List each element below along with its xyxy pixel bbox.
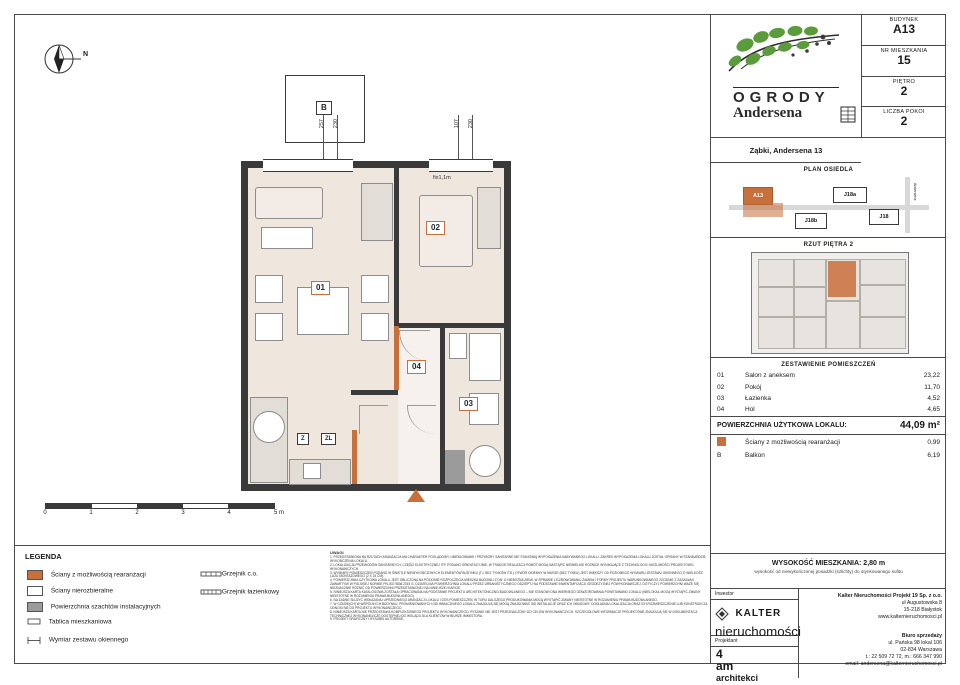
extra-name-0: Ściany z możliwością rearanżacji: [745, 438, 841, 446]
site-building-a13-shape: [743, 203, 783, 217]
title-block: [711, 589, 946, 683]
legend-item-1: [27, 586, 113, 596]
brand-block: [711, 15, 861, 138]
extra-area-1: 6,19: [927, 452, 940, 460]
room-no-1: 02: [717, 383, 725, 391]
info-panel: [710, 15, 945, 683]
note-line-3: 4. POWIERZCHNIA UŻYTKOWA LOKALU JEST OBLICZONA NA POZIOMIE ROZPOCZĘCIA MIESZKA BUDOWLI Z DN. O NIEBOŻNA ZIEMI. W SPRAWIE LICZBOWOWANIU ZAMKNI I FORMY PROJEKTU WARUNKOWANEGO ZGODNIE Z ZASADAMI ZAWARTYMI W POLSKIEJ NORMIE PN-ISO 9836:2015 G. DZIATELNIA POWIERZCHNIA LOKALU PRZEZ URBANISTYCZNEGO ODZIEPTJ NA PODSTAWIE INWENTARYZACJI GEODEZYJNEJ POWYKONAWCZEJ, DOTYCZYJ POWIERZCHNI WAŻE SIĘ NIEZNACZNIE RÓŻNIĆ OD POWIERZCHNI PRZEDSTAWIONEJ NA NINIEJSZEJ KARCIE.: [330, 578, 699, 591]
kalter-logo: [711, 600, 801, 639]
table-row: [711, 450, 946, 461]
note-line-0: 1. PRZEDSTAWIONA NA RZUTACH ARANŻACJA MA CHARAKTER POGLĄDOWY, UMEBLOWANIE I PRZYBORY SANITARNE NIE STANOWIĄ WYPOSAŻENIA NABYWANEGO LOKALU. ZAKRES WYPOSAŻENIA LOKALU ZOSTAŁ OPISANY W STANDARDZIE WYKOŃCZENIA LOKALU.: [330, 554, 706, 563]
note-line-1: 2. LOKALIZACJA PRZEWODÓW SANITARNYCH, CZĘŚCI ELEKTRYCZNEJ ITP. PODANO ORIENTACYJNIE, W TRAKCIE REALIZACJI ROBÓT MOGĄ NASTĄPIĆ NIEWIELKIE RÓŻNICE WYNIKAJĄCE Z TECHNOLOGII I MOŻLIWOŚCI PROJEKTOWO-WYKONAWCZYCH.: [330, 562, 695, 571]
rearrangeable-wall-2: [352, 430, 357, 484]
room-area-0: 23,22: [923, 372, 940, 380]
dim-label-230a: 230: [333, 119, 339, 129]
note-line-7: 8. NINIEJSZA KARTA NIE PRZEDSTAWIA KOMPLEKSOWEGO PROJEKTU WYKONAWCZEGO. RYSUNKI NIE JEST PRZEZNACZONY DO CELÓW WYKONAWCZYCH. SZCZEGÓŁOWE INFORMACJE PROJEKTOWE ZNAJDUJĄ SIĘ W DOKUMENTACJI TECHNICZNEJ WYKONANEJ/CZĘ DOSTĘPNEJ DO WGLĄDU DLA KLIENTÓW W BIURZE INWESTORA.: [330, 609, 698, 618]
room-area-1: 11,70: [924, 383, 940, 391]
extra-swatch-cell: [711, 434, 739, 450]
legend-item-3: [27, 618, 112, 626]
sales-addr2: 02-834 Warszawa: [900, 647, 942, 653]
notes-title: UWAGI: [330, 550, 344, 555]
armchair-4: [361, 313, 389, 341]
dim-label-257: 257: [319, 119, 325, 129]
room-area-3: 4,65: [927, 406, 940, 414]
floor-highlight-unit: [828, 261, 856, 297]
fact-floor: [861, 77, 946, 107]
apartment-plan: [211, 75, 541, 495]
architect-name-2: am: [716, 659, 734, 673]
scale-bar-graphic: [45, 503, 275, 509]
investor-label: Inwestor: [711, 589, 798, 600]
compass-icon: [37, 37, 97, 81]
radiator-icon: [200, 570, 214, 578]
legend-swatch-rearrangeable: [27, 570, 43, 580]
site-building-j18[interactable]: J18: [869, 209, 899, 225]
wall-right: [504, 161, 511, 491]
room-area-2: 4,52: [927, 394, 940, 402]
room-no-0: 01: [717, 372, 725, 380]
balcony-tag: B: [316, 101, 332, 115]
fact-building-value: A13: [892, 22, 915, 36]
scale-tick-1: 1: [89, 510, 93, 516]
fact-apartment-label: NR MIESZKANIA: [880, 48, 928, 54]
note-line-8: 9. PROJEKT GRAFICZNY I RYSUNKI AUTORSKIE.: [330, 617, 405, 622]
room-name-1: Pokój: [745, 383, 762, 391]
investor-details: [799, 589, 946, 625]
rooms-table-block: [711, 358, 946, 461]
room-tag-03: 03: [459, 397, 478, 411]
architect-label: Projektant: [711, 636, 798, 647]
dim-label-230b: 230: [468, 119, 474, 129]
legend-swatch-shaft: [27, 602, 43, 612]
address-bar: Ząbki, Andersena 13: [711, 138, 861, 163]
scale-tick-2: 2: [135, 510, 139, 516]
site-building-a13[interactable]: A13: [743, 187, 773, 205]
extra-area-0: 0,99: [927, 438, 940, 446]
legend-label-3: Tablica mieszkaniowa: [48, 618, 112, 626]
legend-swatch-solid: [27, 586, 43, 596]
site-road-v: [905, 177, 910, 233]
floor-cell: [758, 259, 794, 287]
table-row: [711, 404, 946, 416]
total-label: POWIERZCHNIA UŻYTKOWA LOKALU:: [711, 416, 881, 434]
legend-item-0: [27, 570, 146, 580]
tv-unit: [361, 183, 393, 241]
site-plan-graphic: [729, 177, 929, 233]
wall-left: [241, 161, 248, 491]
architect-logo: [711, 647, 798, 685]
armchair-3: [361, 275, 389, 303]
kitchen-tag-zl: ZL: [321, 433, 336, 445]
kalter-name: KALTER: [735, 608, 782, 620]
total-value: 44,09 m²: [881, 416, 946, 434]
legend-label-4: Wymiar zestawu okiennego: [48, 636, 129, 644]
washing-machine: [469, 445, 501, 477]
table-row: [711, 381, 946, 392]
room-no-2: 03: [717, 394, 725, 402]
brand-rule: [733, 87, 839, 88]
title-block-right: [799, 589, 946, 678]
floor-key-title: RZUT PIĘTRA 2: [803, 242, 854, 248]
table-row: [711, 434, 946, 450]
rooms-table: [711, 370, 946, 461]
ceiling-height-block: [711, 553, 946, 589]
window-dim-label: fix1,1m: [433, 175, 451, 181]
legend-label-2: Powierzchnia szachtów instalacyjnych: [50, 603, 161, 611]
installation-shaft: [445, 450, 465, 484]
rearrangeable-swatch: [717, 437, 726, 446]
table-row: [711, 370, 946, 381]
legend-item-r1: [200, 588, 279, 596]
rearrangeable-wall-1: [394, 326, 399, 390]
floor-cell: [860, 317, 906, 349]
sales-email[interactable]: email: andersena@kalternieruchomosci.pl: [845, 661, 942, 667]
floor-key-block: [711, 238, 946, 358]
room-no-3: 04: [717, 406, 725, 414]
kitchen-sink: [303, 463, 321, 479]
architect-name-3: architekci: [716, 673, 759, 683]
brand-line1: OGRODY: [733, 89, 830, 106]
shower: [469, 333, 501, 381]
floor-cell: [860, 285, 906, 317]
floor-cell: [758, 317, 794, 349]
window-salon: [263, 159, 353, 172]
legend-item-4: [27, 636, 128, 644]
legend-label-1: Ściany nierozbieralne: [50, 587, 113, 595]
site-plan-block: [711, 163, 946, 238]
scale-bar: [45, 503, 295, 520]
fact-floor-value: 2: [900, 84, 908, 98]
window-dim-icon: [27, 636, 41, 644]
room-name-3: Hol: [745, 406, 755, 414]
partition-kitchen: [351, 390, 398, 395]
total-row: [711, 416, 946, 434]
sales-addr1: ul. Pańska 98 lokal 106: [888, 640, 942, 646]
fact-building-label: BUDYNEK: [889, 17, 919, 23]
extra-no-1: B: [717, 452, 722, 460]
sales-details: [799, 625, 946, 672]
floor-cell: [794, 317, 826, 349]
legend-label-r0: Grzejnik c.o.: [221, 570, 258, 578]
investor-addr2: 15-218 Białystok: [903, 607, 942, 613]
architect-name-1: 4: [716, 647, 723, 661]
investor-web[interactable]: www.kalternieruchomosci.pl: [877, 614, 942, 620]
dim-label-107: 107: [454, 119, 460, 129]
investor-addr1: ul Augustowska 8: [901, 600, 942, 606]
fact-floor-label: PIĘTRO: [892, 79, 916, 85]
kitchen-hob: [253, 411, 285, 443]
fact-building: [861, 15, 946, 46]
partition-pokoj-hol: [398, 323, 504, 328]
bathroom-radiator-icon: [200, 588, 214, 596]
scale-tick-3: 3: [181, 510, 185, 516]
site-building-j18a[interactable]: J18a: [833, 187, 867, 203]
window-pokoj: [429, 159, 493, 172]
scale-ticks: [45, 510, 295, 520]
room-name-0: Salon z aneksem: [745, 372, 795, 380]
legend-label-0: Ściany z możliwością rearanżacji: [50, 571, 146, 579]
fact-apartment-number: [861, 46, 946, 77]
room-tag-04: 04: [407, 360, 426, 374]
investor-name: Kalter Nieruchomości Projekt 19 Sp. z o.o.: [837, 593, 942, 599]
notes-block: [330, 551, 712, 622]
floor-cell: [794, 259, 826, 287]
height-value: 2,80 m: [863, 560, 886, 567]
floor-cell: [794, 287, 826, 317]
site-plan-title: PLAN OSIEDLA: [803, 167, 854, 173]
entrance-marker-icon: [407, 489, 425, 502]
title-block-left: [711, 589, 801, 683]
height-note: wysokość od niewykończonej posadzki (szlichty) do otynkowanego sufitu: [754, 569, 903, 574]
fact-rooms-label: LICZBA POKOI: [883, 109, 925, 115]
coffee-table: [261, 227, 313, 249]
room-name-2: Łazienka: [745, 394, 772, 402]
brand-line2: Andersena: [733, 105, 803, 121]
fact-apartment-value: 15: [897, 53, 911, 67]
note-line-5: 6. NA ŻADNE SŁUŻYĆ WSKAZANIU UPRZEDNIEGO ARANŻACJI LOKALU I DOS POMIESZCZEŃ, W TORU DALSZEGO PRODUKOWANIA MOGĄ WYSTĄPIĆ ZMIANY NIEISTOTNE W ROZUMIENIU PRAWA BUDOWLANEGO.: [330, 597, 658, 602]
brand-logo: [711, 15, 861, 138]
extra-name-1: Balkon: [745, 452, 765, 460]
sales-phone: t.: 22 509 72 72, m.: 666 347 990: [865, 654, 942, 660]
compass-north-label: N: [83, 51, 89, 58]
floor-cell: [826, 301, 860, 349]
apartment-facts: [861, 15, 946, 138]
room-tag-01: 01: [311, 281, 330, 295]
height-label: WYSOKOŚĆ MIESZKANIA:: [771, 560, 862, 567]
armchair-1: [255, 275, 283, 303]
site-building-j18b[interactable]: J18b: [795, 213, 827, 229]
note-line-2: 3. WYMIARY POMIESZCZEŃ PODANO W ŚWIETLE NIEWYKOŃCZONYCH ELEMENTÓW BUDYNKU (TJ. BEZ TYNKÓW ITD.) OTWÓR OKIENNY W MURZE (BEZ TYNKU) JEST WIĘKSZY OD POZIOMEGO WYMIARU ZESTAWU OKIENNEGO O WIELKOŚĆ LUZU MONTAŻOWEGO (2 X 15 CM).: [330, 570, 704, 579]
fact-rooms: [861, 107, 946, 138]
armchair-2: [255, 313, 283, 341]
floor-plan-area: [15, 15, 710, 545]
legend-label-r1: Grzejnik łazienkowy: [221, 588, 280, 596]
board-icon: [27, 618, 41, 626]
fact-rooms-value: 2: [900, 114, 908, 128]
washbasin: [449, 333, 467, 359]
sofa: [255, 187, 323, 219]
wardrobe: [477, 187, 501, 249]
kitchen-tag-z: Z: [297, 433, 309, 445]
note-line-6: 7. W CZASIE(CH) W WSPÓLNYCH BUDYNKU, PROMIENIOWANYCH ODI WNIACZNIEGO LOKALU ZNAJDUJĄ SIĘ MOGĄ ZNAJDOWAĆ SIĘ INSTALACJE ORAZ ICH OBUDOWY. DOKŁADNA LOKALIZACJA ORAZ ICH ROZMIESZCZENIE LUB KONSTRUKCJA ODNOSI SIĘ DO PROJEKTU WYKONAWCZEGO.: [330, 601, 708, 610]
kalter-subtitle: nieruchomości: [715, 624, 801, 639]
floor-cell: [758, 287, 794, 317]
rooms-table-title: ZESTAWIENIE POMIESZCZEŃ: [781, 362, 876, 368]
scale-tick-5: 5 m: [273, 510, 285, 516]
legend-item-2: [27, 602, 161, 612]
partition-salon-pokoj: [394, 168, 399, 326]
legend-title: LEGENDA: [25, 552, 62, 561]
sales-title: Biuro sprzedaży: [901, 633, 942, 639]
wall-bottom: [241, 484, 511, 491]
scale-tick-0: 0: [43, 510, 47, 516]
legend-item-r0: [200, 570, 258, 578]
floor-cell: [860, 259, 906, 285]
table-row: [711, 393, 946, 404]
site-street-label: Andersena: [913, 183, 917, 201]
scale-tick-4: 4: [227, 510, 231, 516]
floor-key-graphic: [751, 252, 909, 354]
room-tag-02: 02: [426, 221, 445, 235]
legend-panel: [15, 545, 710, 663]
note-line-4: 5. NINIEJSZA KARTA KATALOGOWA ZOSTAŁA OPRACOWANA NA PODSTAWIE PROJEKTU ARCHITEKTONICZNO-BUDOWLANEGO – NIE STANOWI ONA WIERNEGO ODWZOROWANIA POWSTAWANO LOKALU (WIELOKAŁ MOGĄ WYSTĄPIĆ ZMIANY NIEISTOTNE W ROZUMIENIU PRAWA BUDOWLANEGO).: [330, 590, 701, 598]
